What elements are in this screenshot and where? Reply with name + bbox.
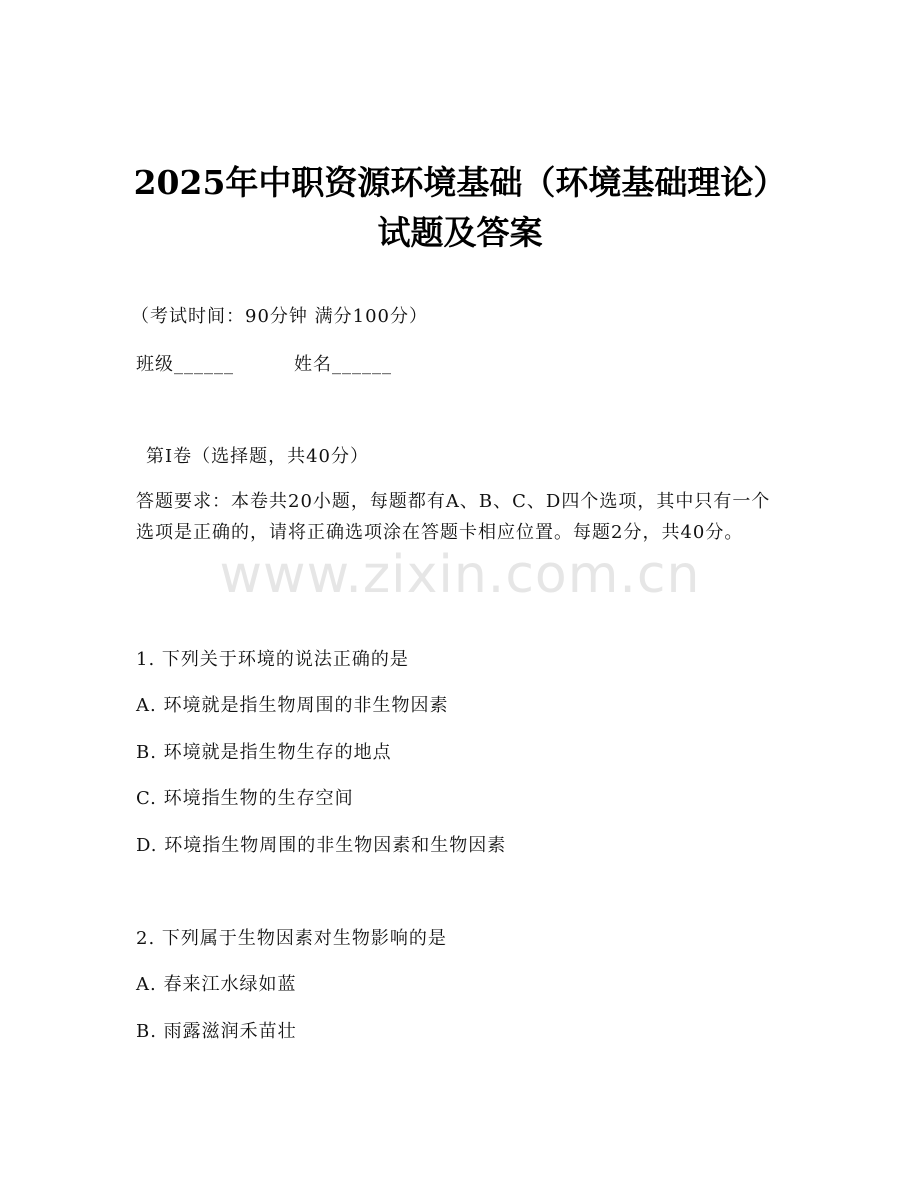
question-2-option-b: B. 雨露滋润禾苗壮 bbox=[136, 1021, 297, 1042]
class-field: 班级______ bbox=[136, 354, 234, 375]
question-1-option-c: C. 环境指生物的生存空间 bbox=[136, 788, 354, 809]
question-2-stem: 2. 下列属于生物因素对生物影响的是 bbox=[136, 928, 447, 949]
question-1-option-a: A. 环境就是指生物周围的非生物因素 bbox=[136, 695, 449, 716]
question-1-option-b: B. 环境就是指生物生存的地点 bbox=[136, 742, 392, 763]
question-1-option-d: D. 环境指生物周围的非生物因素和生物因素 bbox=[136, 835, 507, 856]
document-title-line1: 2025年中职资源环境基础（环境基础理论） bbox=[133, 163, 787, 202]
exam-info: （考试时间：90分钟 满分100分） bbox=[131, 306, 428, 327]
question-2-option-a: A. 春来江水绿如蓝 bbox=[136, 974, 297, 995]
question-1-stem: 1. 下列关于环境的说法正确的是 bbox=[136, 649, 409, 670]
answer-instructions: 答题要求：本卷共20小题，每题都有A、B、C、D四个选项，其中只有一个选项是正确的，请将正确选项涂在答题卡相应位置。每题2分，共40分。 bbox=[136, 491, 771, 543]
name-field: 姓名______ bbox=[294, 354, 392, 375]
watermark: www.zixin.com.cn bbox=[219, 545, 701, 605]
section-heading: 第I卷（选择题，共40分） bbox=[146, 446, 370, 467]
document-title-line2: 试题及答案 bbox=[377, 213, 543, 252]
